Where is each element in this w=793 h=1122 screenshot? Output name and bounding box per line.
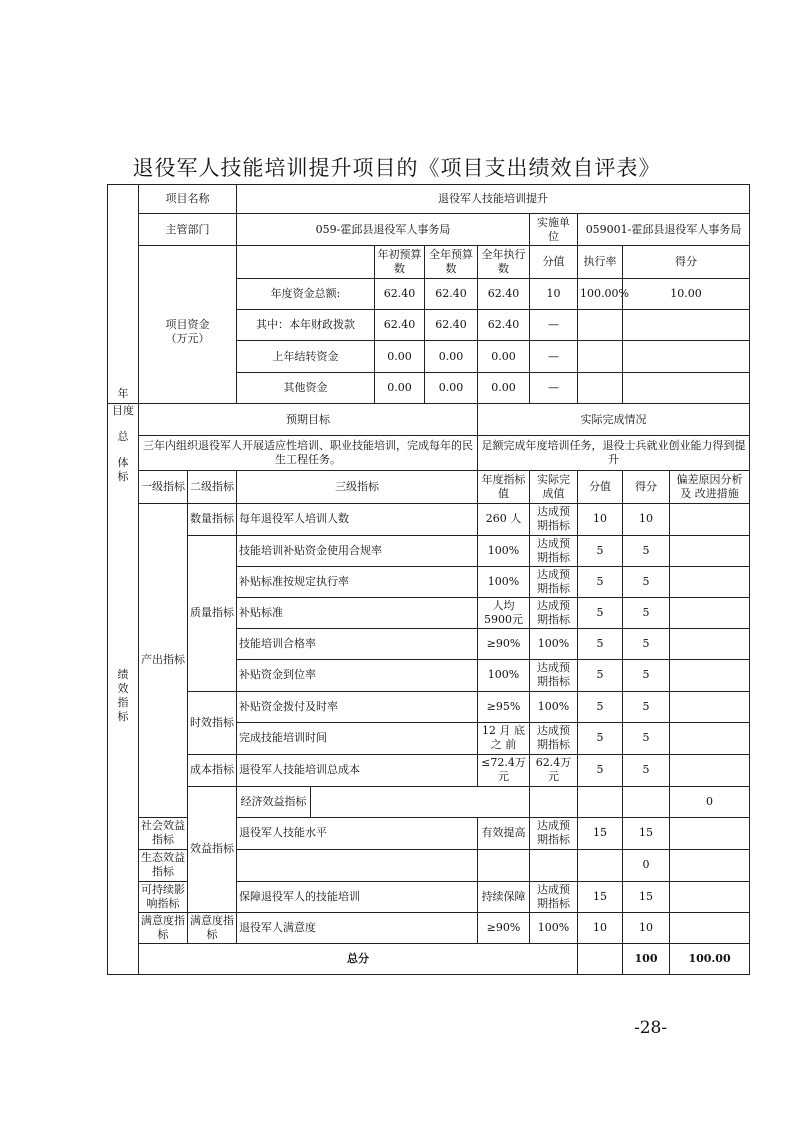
funds-initial: 0.00 xyxy=(375,373,425,404)
indicator-target: ≤72.4万元 xyxy=(478,754,530,786)
level2-satisfaction: 满意度指标 xyxy=(188,912,237,943)
indicator-value: 15 xyxy=(578,817,623,849)
funds-row-label: 其中：本年财政拨款 xyxy=(237,310,375,341)
indicator-score: 5 xyxy=(623,691,670,722)
indicator-actual xyxy=(578,786,623,817)
indicator-target: 100% xyxy=(478,659,530,691)
indicator-value: 5 xyxy=(578,722,623,754)
indicator-value: 5 xyxy=(578,628,623,659)
header-score-value: 分值 xyxy=(578,470,623,503)
side-label-biao: 标 xyxy=(117,470,129,483)
indicator-row xyxy=(108,786,750,817)
indicator-row xyxy=(108,691,750,722)
indicator-reason xyxy=(670,912,750,943)
total-score: 100.00 xyxy=(670,943,750,974)
header-reason: 偏差原因分析及 改进措施 xyxy=(670,470,750,503)
funds-rate xyxy=(578,310,623,341)
funds-header-full: 全年预算数 xyxy=(425,246,478,279)
funds-header-exec: 全年执行数 xyxy=(478,246,530,279)
level2-quality: 质量指标 xyxy=(188,535,237,691)
level2-economic: 经济效益指标 xyxy=(237,786,311,817)
indicator-actual: 100% xyxy=(530,691,578,722)
funds-row-label: 其他资金 xyxy=(237,373,375,404)
indicator-score: 15 xyxy=(623,817,670,849)
indicator-value: 5 xyxy=(578,597,623,628)
indicator-name: 保障退役军人的技能培训 xyxy=(237,881,478,912)
funds-score xyxy=(623,310,750,341)
indicator-reason xyxy=(670,566,750,597)
indicator-reason xyxy=(670,659,750,691)
funds-row-label: 上年结转资金 xyxy=(237,341,375,373)
side-label-nian-cell xyxy=(108,246,139,404)
indicator-score: 0 xyxy=(623,849,670,881)
header-annual: 年度指标值 xyxy=(478,470,530,503)
project-name-label: 项目名称 xyxy=(139,185,237,214)
indicator-name: 每年退役军人培训人数 xyxy=(237,503,478,535)
level1-output: 产出指标 xyxy=(139,503,188,817)
actual-completion-header: 实际完成情况 xyxy=(478,404,750,436)
level2-ecological: 生态效益指标 xyxy=(139,849,188,881)
indicator-target: 持续保障 xyxy=(478,881,530,912)
funds-score-value: — xyxy=(530,310,578,341)
indicator-value: 10 xyxy=(578,503,623,535)
funds-score-value: 10 xyxy=(530,279,578,310)
indicator-target xyxy=(530,786,578,817)
indicator-name: 补贴标准 xyxy=(237,597,478,628)
indicator-name: 补贴资金拨付及时率 xyxy=(237,691,478,722)
expected-goal-header: 预期目标 xyxy=(139,404,478,436)
indicator-actual: 达成预期指标 xyxy=(530,503,578,535)
goals-header-row xyxy=(108,404,750,436)
indicator-target: ≥90% xyxy=(478,628,530,659)
indicator-score: 5 xyxy=(623,722,670,754)
indicator-score: 10 xyxy=(623,503,670,535)
funds-rate: 100.00% xyxy=(578,279,623,310)
indicator-score: 5 xyxy=(623,628,670,659)
indicator-target xyxy=(478,849,530,881)
indicator-name xyxy=(311,786,530,817)
funds-exec: 62.40 xyxy=(478,310,530,341)
funds-score-value: — xyxy=(530,373,578,404)
indicator-actual: 达成预期指标 xyxy=(530,659,578,691)
header-level3: 三级指标 xyxy=(237,470,478,503)
header-actual: 实际完成值 xyxy=(530,470,578,503)
indicator-actual: 达成预期指标 xyxy=(530,881,578,912)
funds-initial: 62.40 xyxy=(375,279,425,310)
funds-rate xyxy=(578,373,623,404)
funds-header-initial: 年初预算数 xyxy=(375,246,425,279)
indicator-reason xyxy=(670,817,750,849)
indicator-score: 5 xyxy=(623,754,670,786)
level1-benefit: 效益指标 xyxy=(188,786,237,912)
level2-cost: 成本指标 xyxy=(188,754,237,786)
indicator-actual: 100% xyxy=(530,912,578,943)
indicator-actual: 62.4万元 xyxy=(530,754,578,786)
project-name-value: 退役军人技能培训提升 xyxy=(237,185,750,214)
level2-sustainable: 可持续影响指标 xyxy=(139,881,188,912)
project-name-row xyxy=(108,185,750,214)
indicator-reason xyxy=(670,881,750,912)
indicator-name: 退役军人技能水平 xyxy=(237,817,478,849)
indicator-target: ≥95% xyxy=(478,691,530,722)
indicator-actual: 100% xyxy=(530,628,578,659)
funds-full: 0.00 xyxy=(425,373,478,404)
level2-social: 社会效益指标 xyxy=(139,817,188,849)
indicator-header-row xyxy=(108,470,750,503)
funds-header-score: 得分 xyxy=(623,246,750,279)
indicator-row xyxy=(108,912,750,943)
page-number: -28- xyxy=(634,1018,668,1038)
funds-header-row xyxy=(108,246,750,279)
indicator-target: ≥90% xyxy=(478,912,530,943)
funds-exec: 0.00 xyxy=(478,341,530,373)
indicator-score: 5 xyxy=(623,566,670,597)
indicator-value xyxy=(623,786,670,817)
total-value: 100 xyxy=(623,943,670,974)
indicator-actual xyxy=(530,849,578,881)
side-spacer xyxy=(108,214,139,246)
implementing-unit-label: 实施单位 xyxy=(530,214,578,246)
department-row xyxy=(108,214,750,246)
indicator-value: 5 xyxy=(578,691,623,722)
level2-quantity: 数量指标 xyxy=(188,503,237,535)
indicator-target: 人均5900元 xyxy=(478,597,530,628)
side-label-nian: 年 xyxy=(117,387,129,400)
indicator-reason xyxy=(670,597,750,628)
indicator-name: 技能培训补贴资金使用合规率 xyxy=(237,535,478,566)
implementing-unit-value: 059001-霍邱县退役军人事务局 xyxy=(578,214,750,246)
indicator-name: 退役军人技能培训总成本 xyxy=(237,754,478,786)
funds-initial: 0.00 xyxy=(375,341,425,373)
indicator-target: 260 人 xyxy=(478,503,530,535)
indicator-value xyxy=(578,849,623,881)
funds-header-rate: 执行率 xyxy=(578,246,623,279)
indicator-score: 5 xyxy=(623,597,670,628)
funds-score-value: — xyxy=(530,341,578,373)
indicator-name: 退役军人满意度 xyxy=(237,912,478,943)
indicator-name: 补贴资金到位率 xyxy=(237,659,478,691)
indicator-target: 100% xyxy=(478,535,530,566)
indicator-reason xyxy=(670,503,750,535)
funds-full: 62.40 xyxy=(425,310,478,341)
indicator-value: 10 xyxy=(578,912,623,943)
funds-full: 0.00 xyxy=(425,341,478,373)
funds-full: 62.40 xyxy=(425,279,478,310)
indicator-reason xyxy=(670,722,750,754)
indicator-value: 5 xyxy=(578,754,623,786)
funds-row-label: 年度资金总额: xyxy=(237,279,375,310)
indicator-actual: 达成预期指标 xyxy=(530,597,578,628)
funds-exec: 0.00 xyxy=(478,373,530,404)
side-label-mu: 目 xyxy=(112,404,123,417)
side-label-du: 度 xyxy=(123,404,134,417)
indicator-score: 0 xyxy=(670,786,750,817)
side-label-zong: 总 xyxy=(117,430,129,443)
indicator-name xyxy=(237,849,478,881)
side-spacer xyxy=(108,185,139,214)
side-label-perf: 绩 效 指 标 xyxy=(117,668,129,723)
indicator-value: 5 xyxy=(578,535,623,566)
header-level1: 一级指标 xyxy=(139,470,188,503)
level1-satisfaction: 满意度指标 xyxy=(139,912,188,943)
total-actual-blank xyxy=(578,943,623,974)
expected-goal-text: 三年内组织退役军人开展适应性培训、职业技能培训，完成每年的民生工程任务。 xyxy=(139,436,478,470)
funds-exec: 62.40 xyxy=(478,279,530,310)
actual-completion-text: 足额完成年度培训任务，退役士兵就业创业能力得到提升 xyxy=(478,436,750,470)
self-evaluation-table xyxy=(107,184,750,975)
indicator-reason xyxy=(670,535,750,566)
indicator-name: 技能培训合格率 xyxy=(237,628,478,659)
side-label-ti: 体 xyxy=(117,456,129,469)
indicator-row xyxy=(108,535,750,566)
funds-label xyxy=(139,246,237,404)
indicator-reason xyxy=(670,754,750,786)
performance-side-label xyxy=(108,470,139,974)
overall-goal-side-label xyxy=(108,404,139,471)
indicator-target: 100% xyxy=(478,566,530,597)
indicator-value: 15 xyxy=(578,881,623,912)
indicator-score: 5 xyxy=(623,535,670,566)
header-score: 得分 xyxy=(623,470,670,503)
department-label: 主管部门 xyxy=(139,214,237,246)
department-value: 059-霍邱县退役军人事务局 xyxy=(237,214,530,246)
indicator-score: 15 xyxy=(623,881,670,912)
indicator-value: 5 xyxy=(578,566,623,597)
funds-header-blank xyxy=(237,246,375,279)
indicator-row xyxy=(108,503,750,535)
funds-label-text: 项目资金 （万元） xyxy=(165,317,210,345)
funds-initial: 62.40 xyxy=(375,310,425,341)
indicator-name: 补贴标准按规定执行率 xyxy=(237,566,478,597)
indicator-value: 5 xyxy=(578,659,623,691)
funds-score xyxy=(623,341,750,373)
total-label: 总分 xyxy=(139,943,578,974)
indicator-reason xyxy=(670,849,750,881)
indicator-score: 5 xyxy=(623,659,670,691)
header-level2: 二级指标 xyxy=(188,470,237,503)
funds-header-score-value: 分值 xyxy=(530,246,578,279)
indicator-reason xyxy=(670,691,750,722)
indicator-row xyxy=(108,754,750,786)
goals-content-row xyxy=(108,436,750,470)
indicator-actual: 达成预期指标 xyxy=(530,722,578,754)
document-title: 退役军人技能培训提升项目的《项目支出绩效自评表》 xyxy=(132,156,661,180)
indicator-actual: 达成预期指标 xyxy=(530,566,578,597)
funds-score: 10.00 xyxy=(623,279,750,310)
level2-timeliness: 时效指标 xyxy=(188,691,237,754)
indicator-reason xyxy=(670,628,750,659)
indicator-score: 10 xyxy=(623,912,670,943)
indicator-actual: 达成预期指标 xyxy=(530,817,578,849)
indicator-target: 12 月 底 之 前 xyxy=(478,722,530,754)
funds-score xyxy=(623,373,750,404)
total-row xyxy=(108,943,750,974)
indicator-actual: 达成预期指标 xyxy=(530,535,578,566)
indicator-name: 完成技能培训时间 xyxy=(237,722,478,754)
funds-rate xyxy=(578,341,623,373)
indicator-target: 有效提高 xyxy=(478,817,530,849)
